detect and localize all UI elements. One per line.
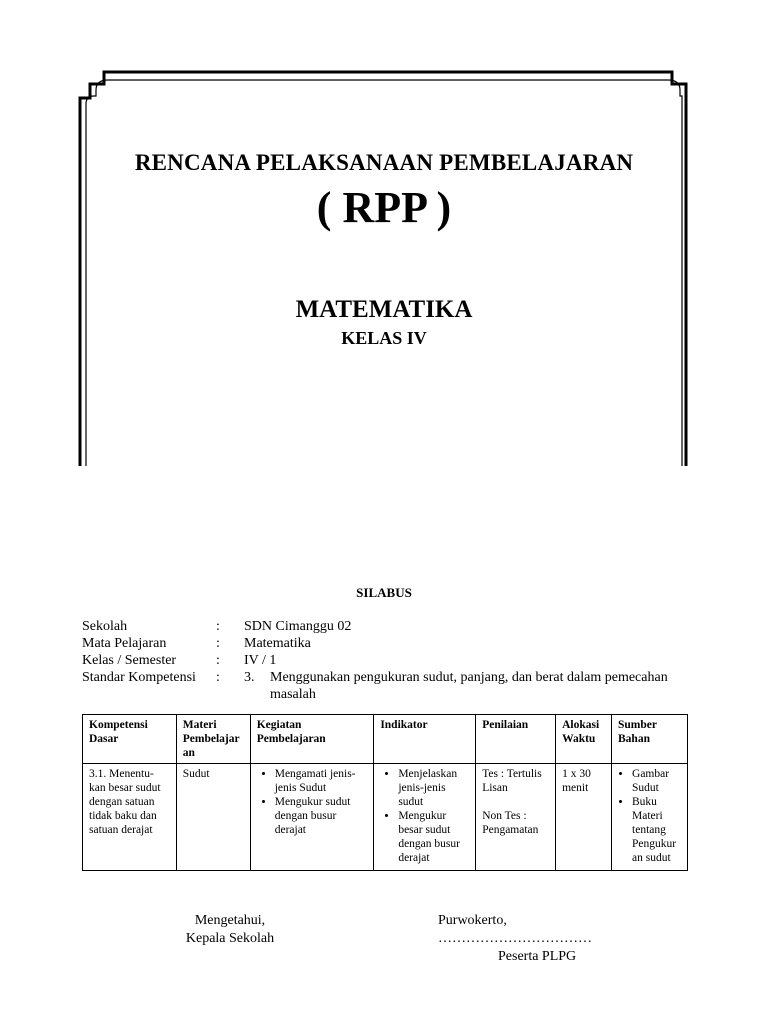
info-label: Sekolah <box>82 619 128 634</box>
penilaian-nontes: Non Tes : Pengamatan <box>482 810 539 836</box>
signature-right-line2: Peserta PLPG <box>498 949 577 964</box>
header-indikator: Indikator <box>374 715 476 764</box>
table-header-row <box>83 715 688 764</box>
silabus-heading: SILABUS <box>356 585 412 600</box>
list-item: • Mengukur sudut dengan busur derajat <box>275 795 368 837</box>
penilaian-tes: Tes : Tertulis Lisan <box>482 768 542 794</box>
header-penilaian: Penilaian <box>476 715 556 764</box>
list-item: • Gambar Sudut <box>632 767 681 795</box>
signature-left <box>160 912 300 948</box>
silabus-info <box>82 618 702 703</box>
header-sumber: Sumber Bahan <box>612 715 688 764</box>
info-value: SDN Cimanggu 02 <box>244 619 352 634</box>
signature-left-line2: Kepala Sekolah <box>185 931 275 946</box>
silabus-table <box>82 714 688 871</box>
cell-kegiatan <box>250 764 374 871</box>
info-label: Standar Kompetensi <box>82 670 196 685</box>
list-item: • Mengamati jenis-jenis Sudut <box>275 767 368 795</box>
decorative-border-frame <box>0 0 768 470</box>
info-colon: : <box>216 670 220 685</box>
info-row-school <box>82 618 702 635</box>
sumber-list <box>618 767 681 865</box>
cell-sumber <box>612 764 688 871</box>
cell-indikator <box>374 764 476 871</box>
document-title: RENCANA PELAKSANAAN PEMBELAJARAN <box>134 150 634 175</box>
info-value: IV / 1 <box>244 653 277 668</box>
cell-materi: Sudut <box>176 764 250 871</box>
header-materi: Materi Pembelajar an <box>176 715 250 764</box>
cell-alokasi: 1 x 30 menit <box>556 764 612 871</box>
signature-right-line1: Purwokerto, …………………………… <box>438 913 592 946</box>
standard-number: 3. <box>244 670 255 685</box>
list-item: • Menjelaskan jenis-jenis sudut <box>398 767 469 809</box>
info-value: Matematika <box>244 636 311 651</box>
info-colon: : <box>216 636 220 651</box>
header-kompetensi: Kompetensi Dasar <box>83 715 177 764</box>
table-row <box>83 764 688 871</box>
list-item: • Mengukur besar sudut dengan busur derajat <box>398 809 469 865</box>
info-colon: : <box>216 653 220 668</box>
info-row-class <box>82 652 702 669</box>
info-row-subject <box>82 635 702 652</box>
signature-left-line1: Mengetahui, <box>194 913 266 928</box>
info-value <box>244 669 702 703</box>
info-label: Kelas / Semester <box>82 653 177 668</box>
header-kegiatan: Kegiatan Pembelajaran <box>250 715 374 764</box>
subject-title: MATEMATIKA <box>295 296 473 323</box>
list-item: • Buku Materi tentang Pengukur an sudut <box>632 795 681 865</box>
signature-right <box>438 912 658 966</box>
cell-kompetensi: 3.1. Menentu-kan besar sudut dengan satuan tidak baku dan satuan derajat <box>83 764 177 871</box>
document-abbreviation: ( RPP ) <box>316 183 452 232</box>
indikator-list <box>380 767 469 865</box>
standard-text: Menggunakan pengukuran sudut, panjang, dan berat dalam pemecahan masalah <box>270 670 668 702</box>
info-row-standard <box>82 669 702 703</box>
grade-title: KELAS IV <box>341 328 427 348</box>
kegiatan-list <box>257 767 368 837</box>
header-alokasi: Alokasi Waktu <box>556 715 612 764</box>
info-label: Mata Pelajaran <box>82 636 167 651</box>
cell-penilaian <box>476 764 556 871</box>
info-colon: : <box>216 619 220 634</box>
